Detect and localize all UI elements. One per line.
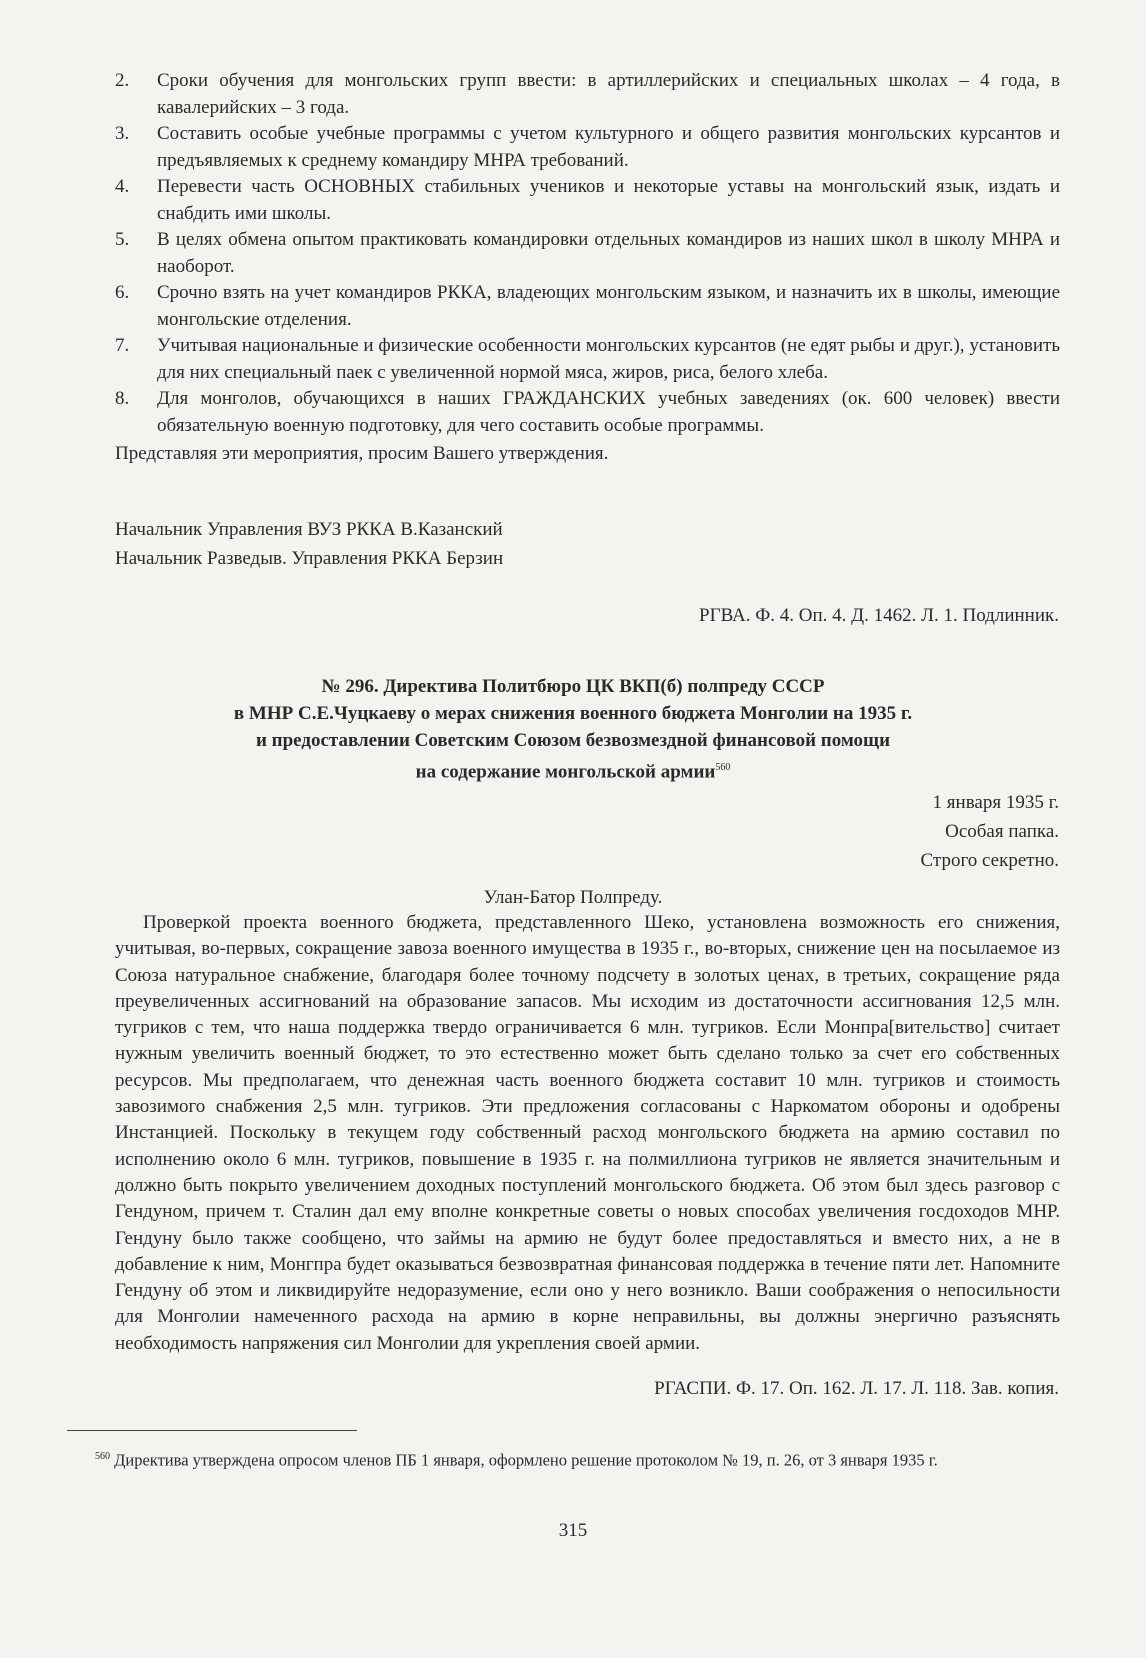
list-item <box>115 280 1060 333</box>
document-meta <box>920 788 1059 875</box>
list-item <box>115 227 1060 280</box>
list-item-text: Перевести часть ОСНОВНЫХ стабильных учеников и некоторые уставы на монгольский язык, издать и снабдить ими школы. <box>157 176 1060 224</box>
list-item-number: 7. <box>115 335 130 356</box>
title-line: № 296. Директива Политбюро ЦК ВКП(б) полпреду СССР <box>321 676 825 697</box>
list-item-text: В целях обмена опытом практиковать командировки отдельных командиров из наших школ в школу МНРА и наоборот. <box>157 229 1060 277</box>
list-item <box>115 121 1060 174</box>
addressee: Улан-Батор Полпреду. <box>483 887 663 908</box>
signatures <box>115 515 503 573</box>
numbered-list <box>115 68 1060 468</box>
list-item-number: 2. <box>115 70 130 91</box>
list-item <box>115 68 1060 121</box>
footnote-number: 560 <box>95 1451 110 1462</box>
list-item-number: 8. <box>115 388 130 409</box>
title-line: на содержание монгольской армии <box>415 761 716 783</box>
title-line: и предоставлении Советским Союзом безвозмездной финансовой помощи <box>255 730 891 751</box>
archive-reference: РГАСПИ. Ф. 17. Оп. 162. Л. 17. Л. 118. Зав. копия. <box>654 1378 1059 1399</box>
folder-label: Особая папка. <box>945 821 1059 842</box>
closing-line: Представляя эти мероприятия, просим Вашего утверждения. <box>115 443 609 464</box>
list-item <box>115 386 1060 439</box>
directive-body: Проверкой проекта военного бюджета, представленного Шеко, установлена возможность его снижения, учитывая, во-первых, сокращение завоза военного имущества в 1935 г., во-вторых, снижение цен на посылаемое из Союза натуральное снабжение, благодаря более точному подсчету в золотых ценах, в третьих, сокращение ряда преувеличенных ассигнований на образование запасов. Мы исходим из достаточности ассигнования 12,5 млн. тугриков с тем, что наша поддержка твердо ограничивается 6 млн. тугриков. Если Монпра[вительство] считает нужным увеличить военный бюджет, то это естественно может быть сделано только за счет его собственных ресурсов. Мы предполагаем, что денежная часть военного бюджета составит 10 млн. тугриков и стоимость завозимого снабжения 2,5 млн. тугриков. Эти предложения согласованы с Наркоматом обороны и одобрены Инстанцией. Поскольку в текущем году собственный расход монгольского бюджета на армию составил по исполнению около 6 млн. тугриков, повышение в 1935 г. на полмиллиона тугриков не является значительным и должно быть покрыто увеличением доходных поступлений монгольского бюджета. Об этом был здесь разговор с Гендуном, причем т. Сталин дал ему вполне конкретные советы о новых способах увеличения госдоходов МНР. Гендуну было также сообщено, что займы на армию не будут более предоставляться и вместо них, а не в добавление к ним, Монгпра будет оказываться безвозвратная финансовая поддержка в течение пяти лет. Напомните Гендуну об этом и ликвидируйте недоразумение, если оно у него возникло. Ваши соображения о непосильности для Монголии намеченного расхода на армию в корне неправильны, вы должны энергично разъяснять необходимость напряжения сил Монголии для укрепления своей армии. <box>115 912 1060 1354</box>
list-item-text: Сроки обучения для монгольских групп ввести: в артиллерийских и специальных школах – 4 года, в кавалерийских – 3 года. <box>157 70 1060 118</box>
list-item-text: Для монголов, обучающихся в наших ГРАЖДАНСКИХ учебных заведениях (ок. 600 человек) ввести обязательную военную подготовку, для чего составить особые программы. <box>157 388 1060 436</box>
list-item <box>115 174 1060 227</box>
signature-line: Начальник Управления ВУЗ РККА В.Казанский <box>115 519 503 540</box>
list-item-number: 4. <box>115 176 130 197</box>
archive-reference: РГВА. Ф. 4. Оп. 4. Д. 1462. Л. 1. Подлинник. <box>699 605 1059 626</box>
footnote-marker: 560 <box>715 762 731 773</box>
page-number: 315 <box>558 1520 588 1541</box>
list-item <box>115 333 1060 386</box>
document-date: 1 января 1935 г. <box>932 792 1059 813</box>
list-item-text: Составить особые учебные программы с учетом культурного и общего развития монгольских курсантов и предъявляемых к среднему командиру МНРА требований. <box>157 123 1060 171</box>
list-item-number: 6. <box>115 282 130 303</box>
list-item-number: 5. <box>115 229 130 250</box>
signature-line: Начальник Разведыв. Управления РККА Берзин <box>115 548 504 569</box>
document-title <box>120 673 1026 785</box>
footnote-text: Директива утверждена опросом членов ПБ 1 января, оформлено решение протоколом № 19, п. 26, от 3 января 1935 г. <box>114 1450 938 1470</box>
classification-label: Строго секретно. <box>920 850 1059 871</box>
footnote-divider <box>67 1430 357 1431</box>
list-item-text: Учитывая национальные и физические особенности монгольских курсантов (не едят рыбы и друг.), установить для них специальный паек с увеличенной нормой мяса, жиров, риса, белого хлеба. <box>157 335 1060 383</box>
list-item-number: 3. <box>115 123 130 144</box>
footnote <box>67 1446 1057 1471</box>
title-line: в МНР С.Е.Чуцкаеву о мерах снижения военного бюджета Монголии на 1935 г. <box>233 703 913 724</box>
list-item-text: Срочно взять на учет командиров РККА, владеющих монгольским языком, и назначить их в школы, имеющие монгольские отделения. <box>157 282 1060 330</box>
